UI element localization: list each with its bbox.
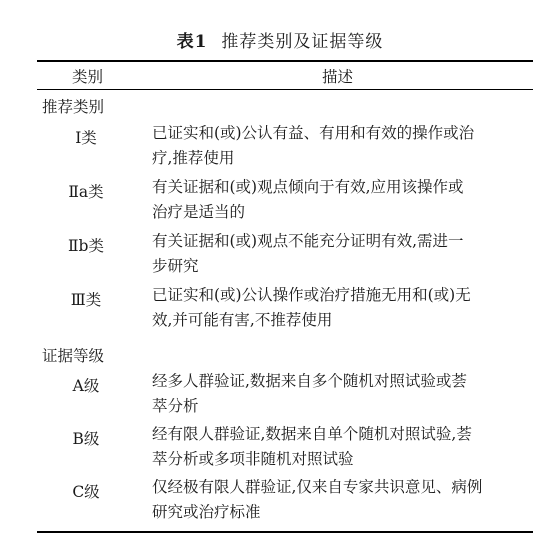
row-description-line: 萃分析 [152, 397, 199, 415]
section-title-evidence: 证据等级 [42, 347, 105, 365]
row-description [152, 475, 528, 525]
row-description-line: 仅经极有限人群验证,仅来自专家共识意见、病例 [152, 478, 483, 496]
header-category: 类别 [72, 68, 104, 86]
row-description [152, 121, 528, 171]
row-description [152, 229, 528, 279]
section-title-recommendation: 推荐类别 [42, 98, 105, 116]
row-label: Ⅱa类 [68, 183, 104, 201]
row-label: A级 [72, 377, 100, 395]
row-description [152, 283, 528, 333]
row-label: Ⅱb类 [68, 237, 104, 255]
top-rule [37, 60, 533, 62]
row-description-line: 治疗是适当的 [152, 203, 246, 221]
row-description-line: 有关证据和(或)观点不能充分证明有效,需进一 [152, 232, 464, 250]
row-description-line: 步研究 [152, 257, 199, 275]
row-description-line: 经多人群验证,数据来自多个随机对照试验或荟 [152, 372, 467, 390]
row-description [152, 175, 528, 225]
row-label: Ⅰ类 [75, 129, 97, 147]
row-description [152, 369, 528, 419]
row-label: B级 [72, 430, 100, 448]
row-description-line: 研究或治疗标准 [152, 503, 261, 521]
row-label: Ⅲ类 [70, 291, 102, 309]
row-description-line: 效,并可能有害,不推荐使用 [152, 311, 333, 329]
bottom-rule [37, 531, 533, 533]
row-description-line: 已证实和(或)公认操作或治疗措施无用和(或)无 [152, 286, 471, 304]
header-description: 描述 [322, 68, 354, 86]
table-number: 表1 [176, 32, 208, 52]
table-caption: 推荐类别及证据等级 [221, 32, 384, 52]
row-description-line: 疗,推荐使用 [152, 149, 235, 167]
row-description-line: 萃分析或多项非随机对照试验 [152, 450, 354, 468]
row-description-line: 经有限人群验证,数据来自单个随机对照试验,荟 [152, 425, 472, 443]
row-label: C级 [72, 483, 100, 501]
row-description-line: 已证实和(或)公认有益、有用和有效的操作或治 [152, 124, 475, 142]
row-description-line: 有关证据和(或)观点倾向于有效,应用该操作或 [152, 178, 464, 196]
row-description [152, 422, 528, 472]
table-title [0, 27, 560, 52]
header-rule [37, 89, 533, 90]
